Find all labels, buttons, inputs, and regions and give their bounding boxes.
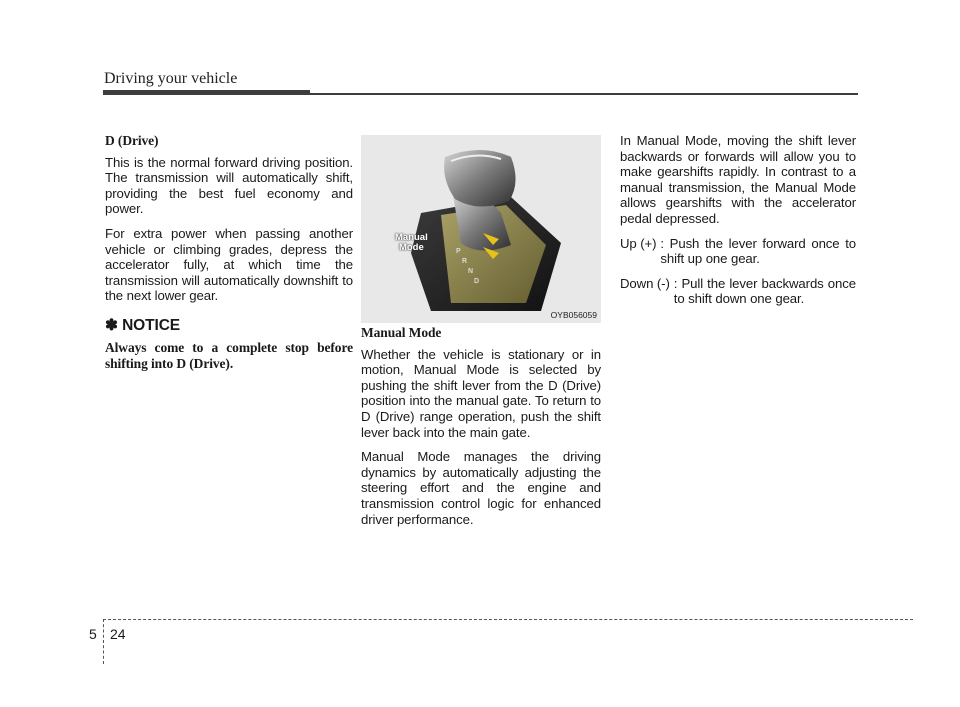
page-number: 24	[110, 626, 126, 642]
svg-text:P: P	[456, 248, 461, 255]
shift-down-description: : Pull the lever backwards once to shift down one gear.	[673, 275, 856, 307]
drive-paragraph-1: This is the normal forward driving position. The transmission will automatically shift, providing the best fuel economy and power.	[105, 154, 353, 217]
column-left	[105, 133, 353, 372]
page-header-title: Driving your vehicle	[104, 70, 238, 87]
shift-up-instruction	[620, 236, 856, 267]
footer-divider	[103, 619, 913, 620]
shift-lever-figure	[361, 135, 601, 323]
notice-text: Always come to a complete stop before shifting into D (Drive).	[105, 339, 353, 371]
svg-text:D: D	[474, 278, 480, 285]
svg-text:N: N	[468, 268, 474, 275]
footer-vertical-divider	[103, 619, 104, 664]
shift-down-key: Down (-)	[620, 275, 670, 291]
section-number: 5	[89, 626, 97, 642]
figure-code: OYB056059	[550, 310, 597, 320]
header-bar-thin	[103, 93, 858, 95]
manual-mode-heading: Manual Mode	[361, 325, 442, 340]
notice-title: ✽ NOTICE	[105, 316, 181, 334]
manual-mode-label: Manual Mode	[395, 232, 428, 253]
shift-up-description: : Push the lever forward once to shift up one gear.	[660, 235, 856, 267]
manual-mode-paragraph-2: Manual Mode manages the driving dynamics by automatically adjusting the steering effort and the engine and transmission control logic for enhanced driver performance.	[361, 449, 601, 527]
shift-lever-illustration	[361, 135, 601, 323]
manual-mode-paragraph-3: In Manual Mode, moving the shift lever backwards or forwards will allow you to make gearshifts rapidly. In contrast to a manual transmission, the Manual Mode allows gearshifts with the accelerator pedal depressed.	[620, 133, 856, 226]
column-middle	[361, 325, 601, 536]
svg-text:R: R	[462, 258, 468, 265]
drive-paragraph-2: For extra power when passing another vehicle or climbing grades, depress the accelerator fully, at which time the transmission will automatically downshift to the next lower gear.	[105, 225, 353, 304]
shift-down-instruction	[620, 276, 856, 307]
drive-heading: D (Drive)	[105, 133, 159, 148]
column-right	[620, 133, 856, 316]
manual-mode-paragraph-1: Whether the vehicle is stationary or in motion, Manual Mode is selected by pushing the shift lever from the D (Drive) position into the manual gate. To return to D (Drive) range operation, push the shift lever back into the main gate.	[361, 346, 601, 440]
shift-up-key: Up (+)	[620, 235, 657, 251]
